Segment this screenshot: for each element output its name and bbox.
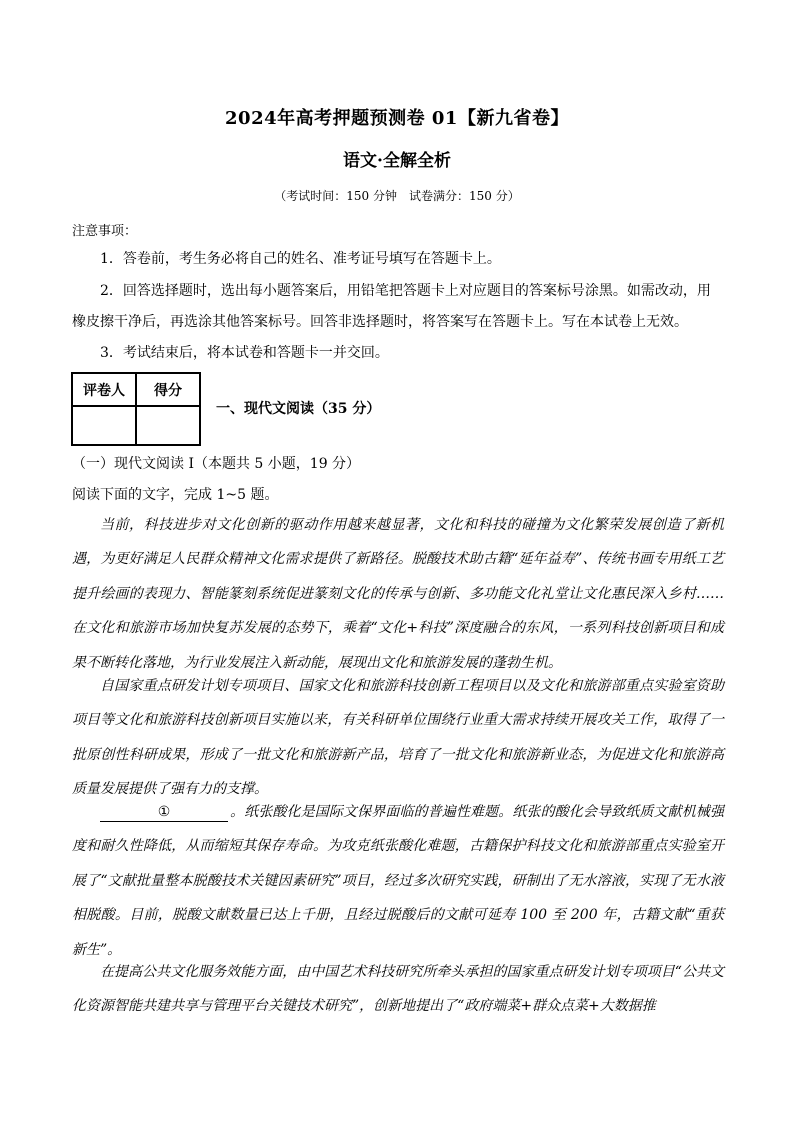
reading-instruction: 阅读下面的文字，完成 1~5 题。 (72, 487, 279, 503)
passage-paragraph-3-text: 。纸张酸化是国际文保界面临的普遍性难题。纸张的酸化会导致纸质文献机械强度和耐久性降低，从而缩短其保存寿命。为攻克纸张酸化难题，古籍保护科技文化和旅游部重点实验室开展了“文献批量整本脱酸技术关键因素研究”项目，经过多次研究实践，研制出了无水溶液，实现了无水液相脱酸。目前，脱酸文献数量已达上千册，且经过脱酸后的文献可延寿 100 至 200 年，古籍文献“重获新生”。 (72, 804, 724, 958)
score-blank-cell (136, 406, 200, 445)
passage-paragraph-2: 自国家重点研发计划专项项目、国家文化和旅游科技创新工程项目以及文化和旅游部重点实验室资助项目等文化和旅游科技创新项目实施以来，有关科研单位围绕行业重大需求持续开展攻关工作，取得了一批原创性科研成果，形成了一批文化和旅游新产品，培育了一批文化和旅游新业态，为促进文化和旅游高质量发展提供了强有力的支撑。 (72, 678, 724, 798)
section-heading: 一、现代文阅读（35 分） (216, 401, 381, 417)
grader-table (71, 372, 201, 446)
passage-paragraph-1: 当前，科技进步对文化创新的驱动作用越来越显著，文化和科技的碰撞为文化繁荣发展创造了新机遇，为更好满足人民群众精神文化需求提供了新路径。脱酸技术助古籍“延年益寿”、传统书画专用纸工艺提升绘画的表现力、智能篆刻系统促进篆刻文化的传承与创新、多功能文化礼堂让文化惠民深入乡村……在文化和旅游市场加快复苏发展的态势下，乘着“文化+科技”深度融合的东风，一系列科技创新项目和成果不断转化落地，为行业发展注入新动能，展现出文化和旅游发展的蓬勃生机。 (72, 517, 724, 671)
score-header-cell: 得分 (136, 373, 200, 406)
exam-info: （考试时间：150 分钟 试卷满分：150 分） (274, 189, 520, 203)
passage-paragraph-3 (72, 795, 724, 967)
notice-item-2: 2．回答选择题时，选出每小题答案后，用铅笔把答题卡上对应题目的答案标号涂黑。如需改动，用橡皮擦干净后，再选涂其他答案标号。回答非选择题时，将答案写在答题卡上。写在本试卷上无效。 (72, 283, 711, 330)
subsection-heading: （一）现代文阅读 I（本题共 5 小题，19 分） (72, 456, 361, 472)
fill-in-blank: ① (100, 803, 228, 822)
notice-item-3: 3．考试结束后，将本试卷和答题卡一并交回。 (100, 345, 389, 361)
page-subtitle: 语文·全解全析 (343, 151, 451, 171)
grader-header-cell: 评卷人 (72, 373, 136, 406)
notice-item-1: 1．答卷前，考生务必将自己的姓名、准考证号填写在答题卡上。 (100, 251, 501, 267)
grader-blank-cell (72, 406, 136, 445)
passage-paragraph-4: 在提高公共文化服务效能方面，由中国艺术科技研究所牵头承担的国家重点研发计划专项项目“公共文化资源智能共建共享与管理平台关键技术研究”，创新地提出了“政府端菜+群众点菜+大数据推 (72, 964, 724, 1015)
page-title: 2024年高考押题预测卷 01【新九省卷】 (225, 108, 569, 129)
notice-heading: 注意事项： (72, 224, 138, 239)
